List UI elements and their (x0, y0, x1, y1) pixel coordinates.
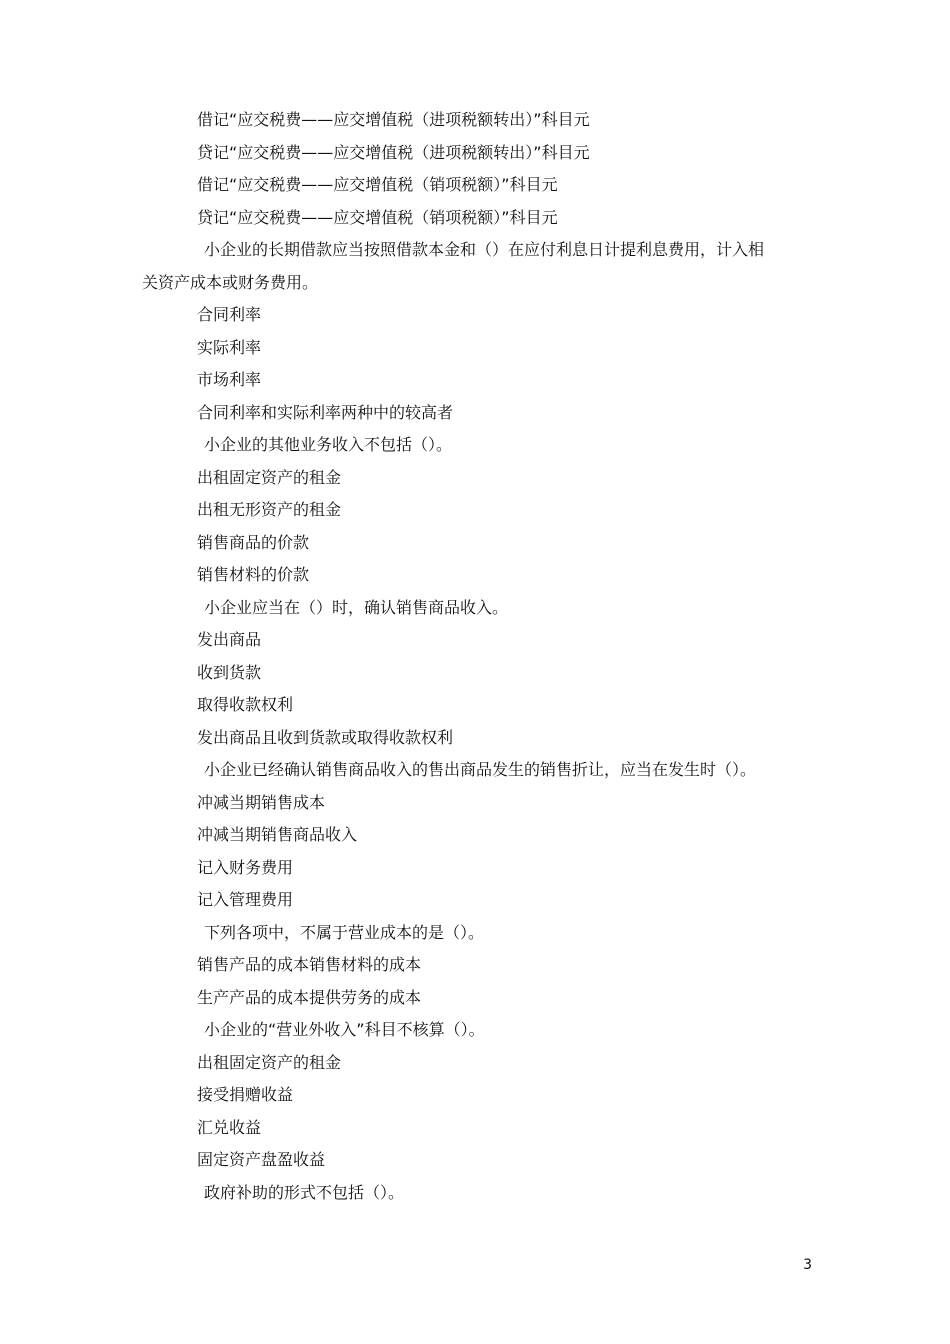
answer-option: 借记“应交税费——应交增值税（销项税额）”科目元 (197, 175, 558, 194)
answer-option: 固定资产盘盈收益 (197, 1150, 326, 1169)
answer-option: 生产产品的成本提供劳务的成本 (197, 987, 422, 1007)
answer-option: 记入管理费用 (197, 890, 294, 909)
answer-option: 冲减当期销售商品收入 (197, 825, 358, 844)
answer-option: 市场利率 (197, 370, 262, 389)
answer-option: 接受捐赠收益 (197, 1085, 294, 1104)
answer-option: 贷记“应交税费——应交增值税（销项税额）”科目元 (197, 207, 558, 227)
answer-option: 借记“应交税费——应交增值税（进项税额转出）”科目元 (197, 110, 590, 129)
answer-option: 冲减当期销售成本 (197, 792, 326, 812)
answer-option: 发出商品 (197, 630, 262, 649)
question-text (142, 592, 810, 625)
answer-option: 汇兑收益 (197, 1117, 262, 1137)
answer-option: 合同利率 (197, 305, 262, 324)
question-line: 下列各项中，不属于营业成本的是（）。 (204, 922, 485, 942)
question-text (142, 754, 810, 787)
question-line: 政府补助的形式不包括（）。 (204, 1182, 405, 1202)
answer-option: 销售产品的成本销售材料的成本 (197, 955, 422, 974)
answer-option: 发出商品且收到货款或取得收款权利 (197, 727, 454, 747)
question-text (142, 1177, 810, 1210)
answer-option: 实际利率 (197, 337, 262, 357)
answer-option: 贷记“应交税费——应交增值税（进项税额转出）”科目元 (197, 142, 590, 162)
page-number: 3 (803, 1257, 812, 1273)
question-text (142, 429, 810, 462)
answer-option: 收到货款 (197, 662, 262, 682)
document-body (142, 104, 810, 1209)
question-line: 小企业的长期借款应当按照借款本金和（）在应付利息日计提利息费用，计入相 (204, 240, 765, 259)
question-line: 小企业应当在（）时，确认销售商品收入。 (204, 597, 509, 617)
question-text (142, 234, 810, 299)
answer-option: 出租固定资产的租金 (197, 467, 342, 487)
question-text (142, 1014, 810, 1047)
question-line: 小企业已经确认销售商品收入的售出商品发生的销售折让，应当在发生时（）。 (204, 760, 757, 779)
question-line: 小企业的“营业外收入”科目不核算（）。 (204, 1020, 485, 1039)
answer-option: 出租固定资产的租金 (197, 1052, 342, 1072)
answer-option: 出租无形资产的租金 (197, 500, 342, 519)
question-text (142, 917, 810, 950)
answer-option: 销售商品的价款 (197, 532, 310, 552)
answer-option: 取得收款权利 (197, 695, 294, 714)
answer-option: 销售材料的价款 (197, 565, 310, 584)
question-line: 小企业的其他业务收入不包括（）。 (204, 435, 453, 454)
answer-option: 合同利率和实际利率两种中的较高者 (197, 402, 454, 422)
question-line-continued: 关资产成本或财务费用。 (142, 272, 319, 292)
answer-option: 记入财务费用 (197, 857, 294, 877)
